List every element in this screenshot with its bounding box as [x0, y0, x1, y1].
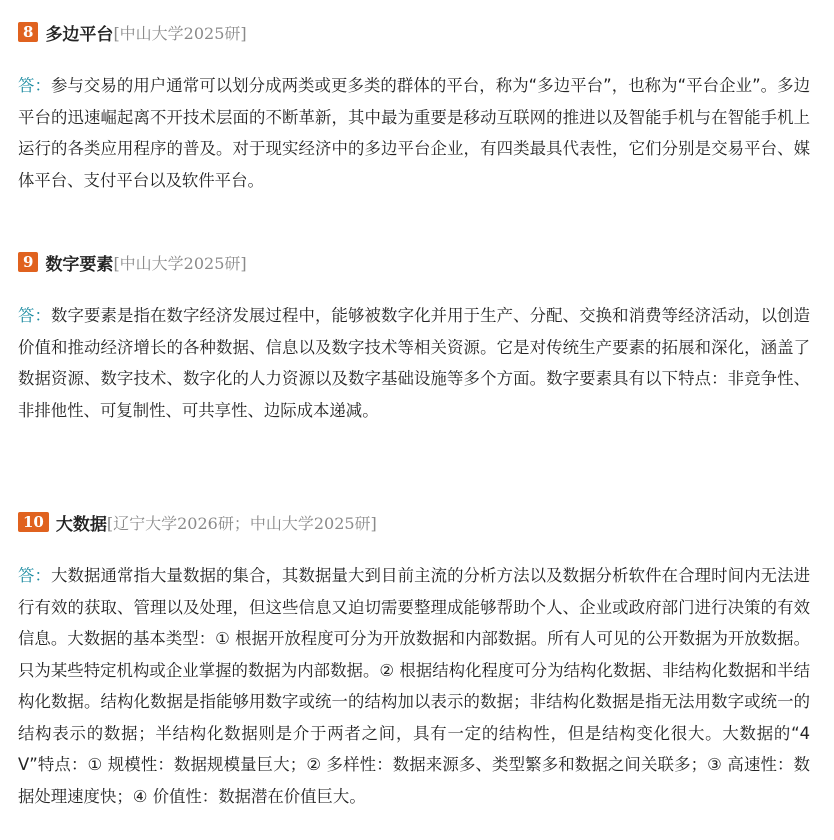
- entry-9: [18, 248, 810, 426]
- entry-heading: [18, 508, 810, 536]
- entry-heading: [18, 18, 810, 46]
- answer-label: 答：: [18, 76, 51, 95]
- entry-10: [18, 508, 810, 812]
- answer-paragraph: [18, 70, 810, 196]
- entry-8: [18, 18, 810, 196]
- term-title: 数字要素: [45, 254, 114, 275]
- answer-label: 答：: [18, 306, 52, 325]
- answer-paragraph: [18, 300, 810, 426]
- answer-paragraph: [18, 560, 810, 812]
- answer-text: 参与交易的用户通常可以划分成两类或更多类的群体的平台，称为“多边平台”，也称为“平台企业”。多边平台的迅速崛起离不开技术层面的不断革新，其中最为重要是移动互联网的推进以及智能手机与在智能手机上运行的各类应用程序的普及。对于现实经济中的多边平台企业，有四类最具代表性，它们分别是交易平台、媒体平台、支付平台以及软件平台。: [18, 76, 811, 190]
- question-number-badge: 9: [18, 252, 38, 272]
- term-title: 多边平台: [45, 24, 114, 45]
- entry-heading: [18, 248, 810, 276]
- exam-source: [中山大学2025研]: [113, 253, 247, 273]
- term-title: 大数据: [55, 514, 107, 535]
- question-number-badge: 10: [18, 512, 49, 532]
- answer-text: 大数据通常指大量数据的集合，其数据量大到目前主流的分析方法以及数据分析软件在合理时间内无法进行有效的获取、管理以及处理，但这些信息又迫切需要整理成能够帮助个人、企业或政府部门进行决策的有效信息。大数据的基本类型：① 根据开放程度可分为开放数据和内部数据。所有人可见的公开数据为开放数据。只为某些特定机构或企业掌握的数据为内部数据。② 根据结构化程度可分为结构化数据、非结构化数据和半结构化数据。结构化数据是指能够用数字或统一的结构加以表示的数据；非结构化数据是指无法用数字或统一的结构表示的数据；半结构化数据则是介于两者之间，具有一定的结构性，但是结构变化很大。大数据的“4V”特点：① 规模性：数据规模量巨大；② 多样性：数据来源多、类型繁多和数据之间关联多；③ 高速性：数据处理速度快；④ 价值性：数据潜在价值巨大。: [18, 566, 811, 806]
- exam-source: [辽宁大学2026研；中山大学2025研]: [106, 513, 377, 533]
- exam-source: [中山大学2025研]: [113, 23, 247, 43]
- answer-text: 数字要素是指在数字经济发展过程中，能够被数字化并用于生产、分配、交换和消费等经济活动，以创造价值和推动经济增长的各种数据、信息以及数字技术等相关资源。它是对传统生产要素的拓展和深化，涵盖了数据资源、数字技术、数字化的人力资源以及数字基础设施等多个方面。数字要素具有以下特点：非竞争性、非排他性、可复制性、可共享性、边际成本递减。: [18, 306, 811, 420]
- answer-label: 答：: [18, 566, 52, 585]
- question-number-badge: 8: [18, 22, 38, 42]
